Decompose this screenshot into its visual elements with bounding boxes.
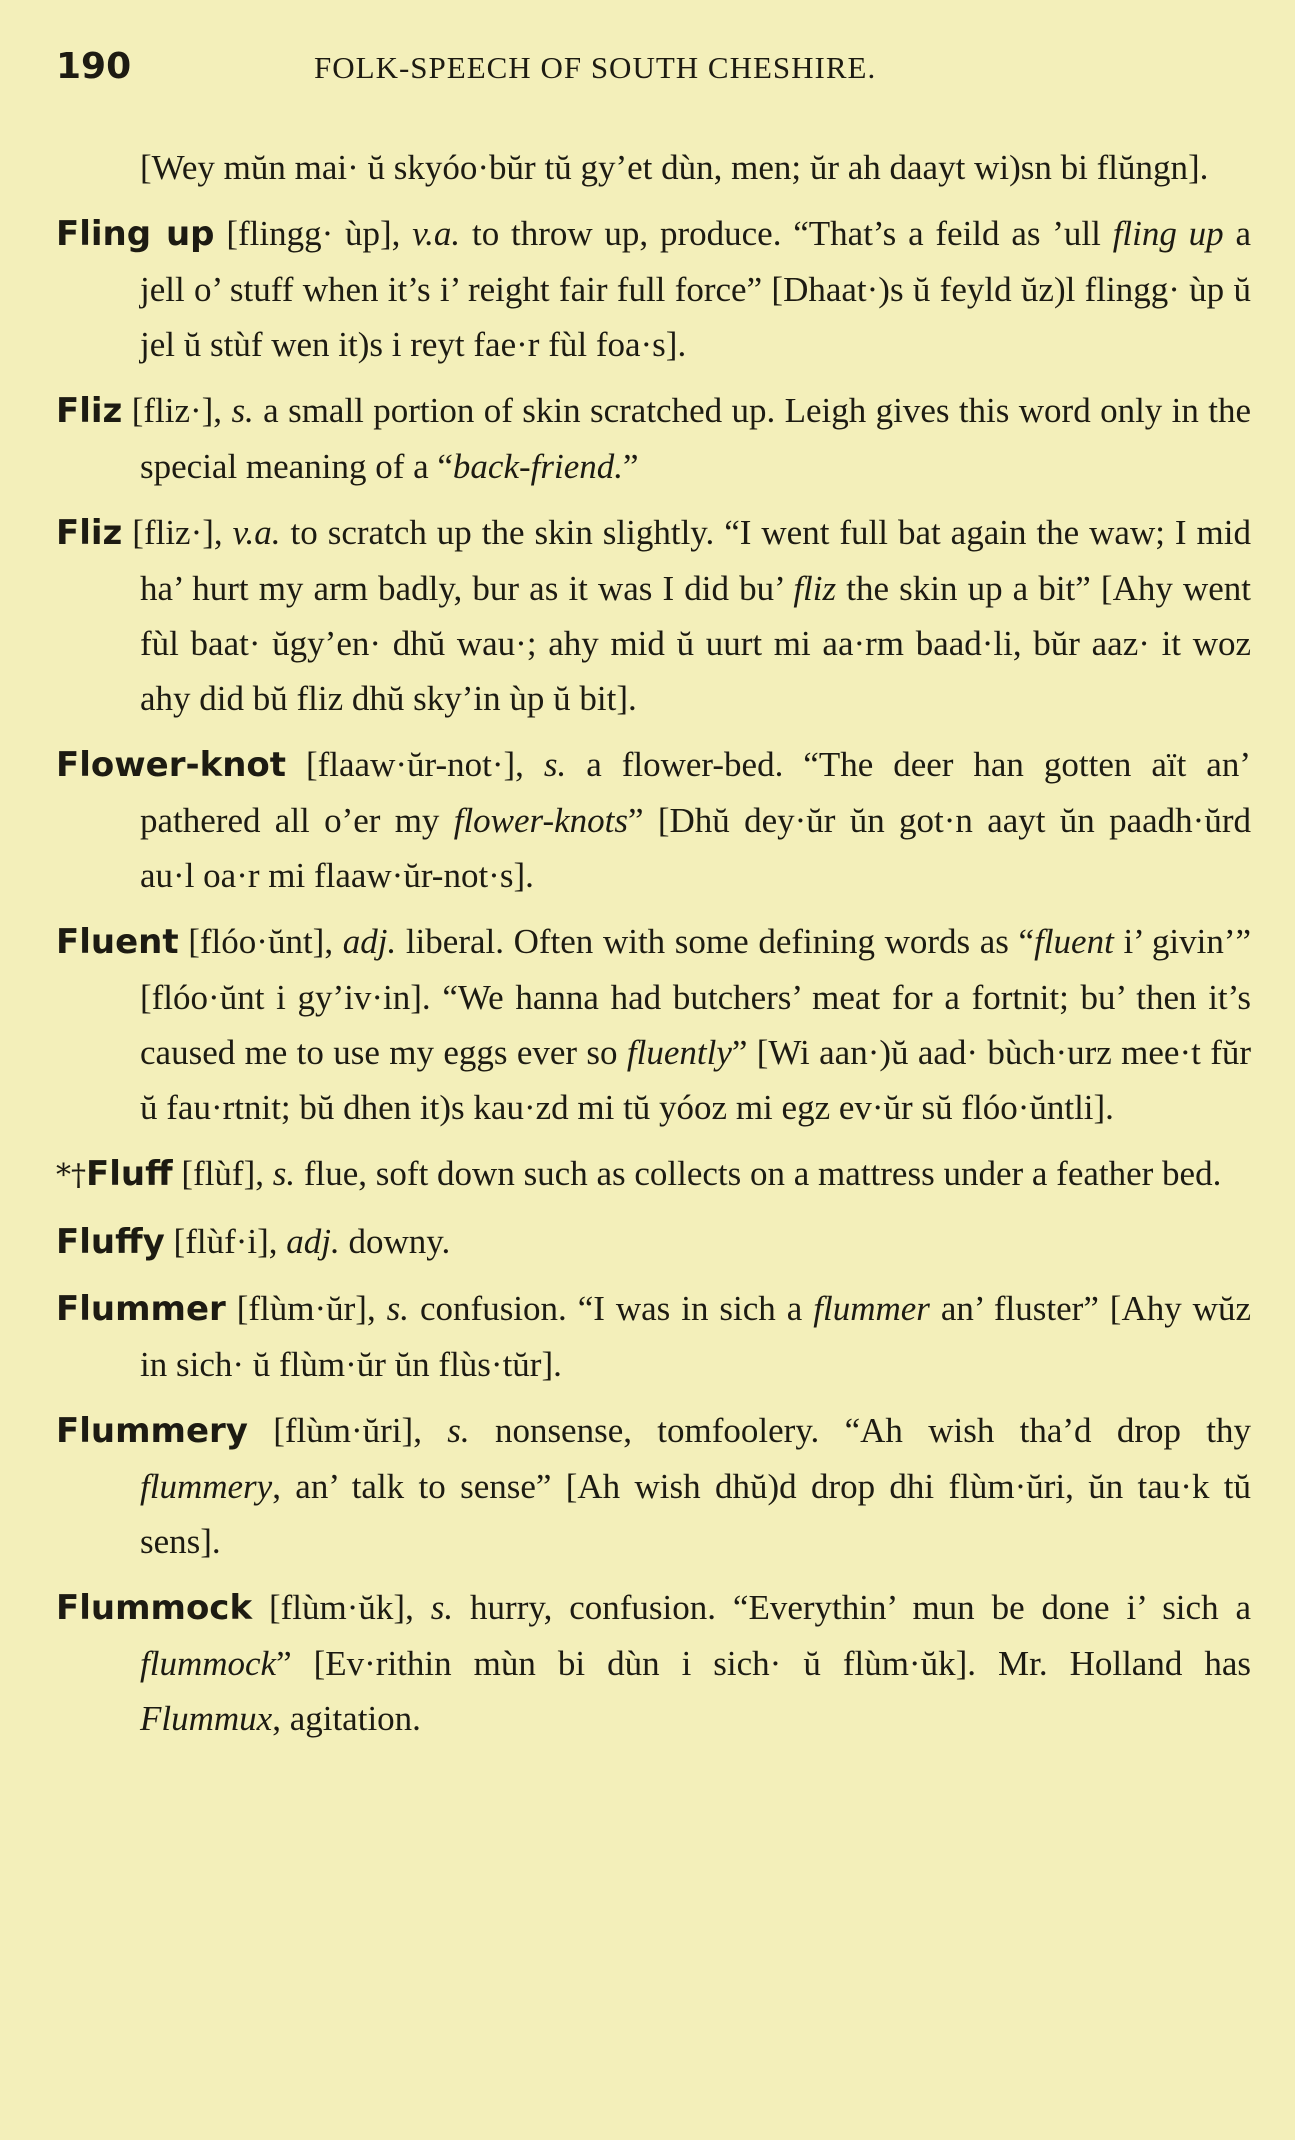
- headword: Fluff: [86, 1154, 173, 1194]
- pronunciation: [fliz·],: [131, 391, 223, 430]
- italic-text: fliz: [793, 569, 837, 608]
- italic-text: Flummux: [140, 1699, 273, 1738]
- italic-text: flummer: [813, 1289, 930, 1328]
- running-head: [56, 46, 1251, 106]
- definition-text: a flower-bed. “The deer han gotten aït an’ pathered all o’er my: [140, 745, 1251, 840]
- definition-text: the skin up a bit” [Ahy went fùl baat· ŭgy’en· dhŭ wau·; ahy mid ŭ uurt mi aa·rm baad·li, bŭr aaz· it woz ahy did bŭ fliz dhŭ sky’in ùp ŭ bit].: [140, 569, 1251, 718]
- italic-text: back-friend.: [452, 447, 623, 486]
- page-number: 190: [56, 46, 132, 87]
- headword: Flower-knot: [56, 745, 287, 785]
- definition-text: an’ fluster” [Ahy wŭz in sich· ŭ flùm·ŭr ŭn flùs·tŭr].: [140, 1289, 1251, 1384]
- dictionary-entry: [56, 1281, 1251, 1392]
- pronunciation: [flùf·i],: [173, 1222, 278, 1261]
- dictionary-entry: [56, 1403, 1251, 1569]
- part-of-speech: s.: [447, 1411, 470, 1450]
- part-of-speech: s.: [543, 745, 567, 784]
- italic-text: flummery: [140, 1467, 273, 1506]
- italic-text: fluently: [626, 1033, 732, 1072]
- definition-text: a small portion of skin scratched up. Leigh gives this word only in the special meaning of a “: [140, 391, 1252, 486]
- headword: Fliz: [56, 391, 123, 431]
- definition-text: ” [Dhŭ dey·ŭr ŭn got·n aayt ŭn paadh·ŭrd au·l oa·r mi flaaw·ŭr-not·s].: [140, 801, 1251, 895]
- dictionary-entry: [56, 383, 1251, 494]
- part-of-speech: s.: [386, 1289, 410, 1328]
- dictionary-entry: [56, 914, 1251, 1135]
- pronunciation: [flùm·ŭr],: [236, 1289, 376, 1328]
- part-of-speech: adj.: [286, 1222, 340, 1261]
- part-of-speech: v.a.: [412, 214, 461, 253]
- headword: Fliz: [56, 513, 123, 553]
- dictionary-entries: [56, 206, 1251, 1746]
- part-of-speech: s.: [231, 391, 254, 430]
- running-title: FOLK-SPEECH OF SOUTH CHESHIRE.: [314, 50, 877, 85]
- headword: Flummock: [56, 1588, 253, 1628]
- definition-text: , agitation.: [272, 1699, 421, 1738]
- italic-text: flummock: [140, 1644, 277, 1683]
- definition-text: to throw up, produce. “That’s a feild as ’ull: [460, 214, 1113, 253]
- headword: Fluffy: [56, 1222, 165, 1262]
- pronunciation: [flaaw·ŭr-not·],: [305, 745, 524, 784]
- pronunciation: [flùm·ŭri],: [273, 1411, 422, 1450]
- dictionary-entry: [56, 737, 1251, 903]
- pronunciation: [flùf],: [181, 1154, 264, 1193]
- definition-text: hurry, confusion. “Everythin’ mun be done i’ sich a: [453, 1588, 1252, 1627]
- definition-text: flue, soft down such as collects on a mattress under a feather bed.: [295, 1154, 1222, 1193]
- part-of-speech: s.: [430, 1588, 454, 1627]
- definition-text: downy.: [339, 1222, 451, 1261]
- definition-text: i’ givin’” [flóo·ŭnt i gy’iv·in]. “We hanna had butchers’ meat for a fortnit; bu’ then it’s caused me to use my eggs ever so: [140, 922, 1252, 1072]
- definition-text: ”: [623, 447, 639, 486]
- headword: Fling up: [56, 214, 215, 254]
- pronunciation: [flùm·ŭk],: [269, 1588, 414, 1627]
- part-of-speech: v.a.: [232, 513, 281, 552]
- part-of-speech: s.: [272, 1154, 296, 1193]
- definition-text: ” [Wi aan·)ŭ aad· bùch·urz mee·t fŭr ŭ fau·rtnit; bŭ dhen it)s kau·zd mi tŭ yóoz mi egz ev·ŭr sŭ flóo·ŭntli].: [140, 1033, 1251, 1127]
- pronunciation: [flóo·ŭnt],: [188, 922, 334, 961]
- definition-text: to scratch up the skin slightly. “I went full bat again the waw; I mid ha’ hurt my arm badly, bur as it was I did bu’: [140, 513, 1252, 608]
- definition-text: ” [Ev·rithin mùn bi dùn i sich· ŭ flùm·ŭk]. Mr. Holland has: [276, 1644, 1251, 1683]
- dictionary-entry: [56, 1580, 1251, 1746]
- definition-text: liberal. Often with some defining words as “: [396, 922, 1035, 961]
- italic-text: flower-knots: [453, 801, 629, 840]
- headword: Fluent: [56, 922, 179, 962]
- part-of-speech: adj.: [342, 922, 397, 961]
- headword: Flummer: [56, 1289, 226, 1329]
- definition-text: nonsense, tomfoolery. “Ah wish tha’d drop thy: [469, 1411, 1252, 1450]
- definition-text: confusion. “I was in sich a: [409, 1289, 814, 1328]
- italic-text: fluent: [1034, 922, 1114, 961]
- entry-continuation: [Wey mŭn mai· ŭ skyóo·bŭr tŭ gy’et dùn, men; ŭr ah daayt wi)sn bi flŭngn].: [140, 148, 1209, 187]
- dictionary-entry: [56, 1146, 1251, 1203]
- entry-marks: *†: [56, 1158, 86, 1193]
- italic-text: fling up: [1112, 214, 1224, 253]
- dictionary-entry: [56, 206, 1251, 372]
- pronunciation: [fliz·],: [132, 513, 223, 552]
- dictionary-entry: [56, 1214, 1251, 1270]
- definition-text: , an’ talk to sense” [Ah wish dhŭ)d drop dhi flùm·ŭri, ŭn tau·k tŭ sens].: [140, 1467, 1251, 1561]
- definition-text: a jell o’ stuff when it’s i’ reight fair full force” [Dhaat·)s ŭ feyld ŭz)l flingg· ùp ŭ jel ŭ stùf wen it)s i reyt fae·r fùl foa·s].: [140, 214, 1251, 364]
- pronunciation: [flingg· ùp],: [226, 214, 401, 253]
- dictionary-entry: [56, 505, 1251, 726]
- headword: Flummery: [56, 1411, 248, 1451]
